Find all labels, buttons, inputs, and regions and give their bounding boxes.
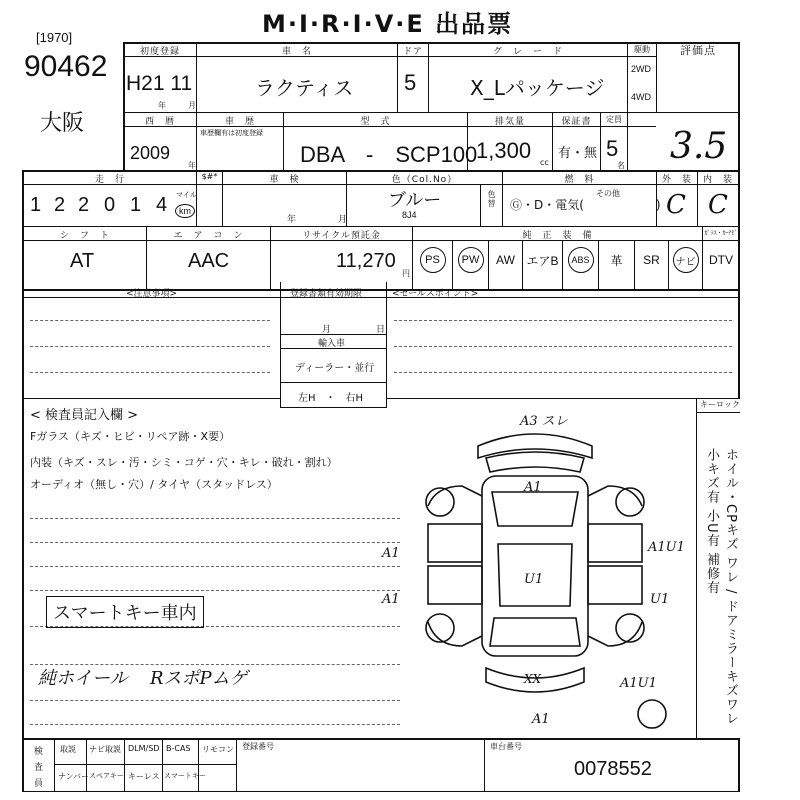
damage-mark: A1U1	[620, 676, 657, 691]
lot-bracket: [1970]	[36, 30, 73, 45]
aircon-value: AAC	[188, 250, 230, 272]
mileage-digit: 2	[54, 194, 66, 216]
footer-plate: ナンバー	[58, 772, 90, 781]
equip-pw: PW	[453, 242, 488, 278]
header-glass-navi: ｶﾞﾗｽ・ｶｰﾅﾋﾞ	[704, 230, 738, 237]
header-displacement: 排気量	[494, 117, 525, 127]
footer-check-label: 査	[34, 763, 44, 773]
glass-note: Fガラス（キズ・ヒビ・リペア跡・X要）	[30, 430, 231, 443]
header-color: 色（Col.No）	[391, 175, 458, 185]
reg-month: 月	[322, 325, 332, 335]
displacement-value: 1,300	[476, 138, 532, 163]
wheel-note: 純ホイール	[38, 668, 128, 689]
header-shift: シ フ ト	[59, 231, 110, 241]
equip-airbag: エアB	[526, 253, 559, 268]
exterior-grade: C	[666, 190, 686, 220]
capacity-value: 5	[606, 136, 619, 161]
year-unit: 年	[188, 161, 196, 170]
mileage-digit: 1	[130, 194, 142, 216]
damage-mark: A1	[524, 480, 542, 495]
year-value: 2009	[130, 143, 171, 163]
footer-check-label: 検	[34, 747, 44, 757]
color-value: ブルー	[388, 190, 442, 211]
header-recycle: リサイクル預託金	[302, 231, 381, 241]
footer-check-label: 員	[34, 779, 44, 789]
interior-note: 内装（キズ・スレ・汚・シミ・コゲ・穴・キレ・破れ・割れ）	[30, 456, 338, 469]
first-reg-month-unit: 月	[188, 101, 196, 110]
audio-tire-note: オーディオ（無し・穴）/ タイヤ（スタッドレス）	[30, 478, 278, 491]
header-fuel: 燃 料	[564, 175, 595, 185]
footer-smart-key: スマートキー	[164, 772, 206, 780]
equip-dtv: DTV	[709, 253, 733, 267]
inspection-year: 年	[287, 215, 297, 225]
mileage-digit: 1	[30, 194, 42, 216]
damage-mark: A1	[532, 712, 550, 727]
footer-navi-manual: ナビ取説	[89, 745, 121, 754]
header-aircon: エ ア コ ン	[173, 231, 244, 241]
drive-2wd: 2WD	[631, 64, 651, 74]
footer-chassis-label: 車台番号	[490, 742, 522, 751]
side-damage-notes: ホイル・CPキズ ワレ / ドアミラーキズワレ 小キズ有 小U有 補修有	[704, 448, 738, 726]
color-code: 8J4	[402, 210, 417, 220]
header-first-reg: 初度登録	[139, 47, 180, 57]
steering-option: 左H ・ 右H	[298, 393, 364, 404]
lot-number: 90462	[24, 50, 108, 83]
header-doors: ドア	[403, 47, 423, 57]
header-mileage: 走 行	[94, 175, 125, 185]
fuel-other-label: その他	[596, 189, 620, 198]
header-car-name: 車 名	[281, 47, 312, 57]
import-header: 輸入車	[318, 339, 346, 349]
damage-mark: XX	[524, 672, 542, 686]
inspector-header: < 検査員記入欄 >	[30, 408, 139, 423]
header-history: 車 歴	[224, 117, 255, 127]
damage-mark: A1U1	[648, 540, 685, 555]
mileage-unit-alt: マイル	[176, 191, 197, 199]
header-model: 型 式	[360, 117, 391, 127]
footer-reg-number-label: 登録番号	[242, 742, 274, 751]
location: 大阪	[40, 111, 85, 136]
damage-mark: U1	[650, 592, 670, 607]
equip-abs: ABS	[563, 242, 598, 278]
form-title: M·I·R·I·V·E 出品票	[262, 10, 514, 38]
key-lock-label: キーロック	[700, 400, 740, 409]
header-exterior: 外 装	[661, 175, 692, 185]
first-reg-year-unit: 年	[158, 101, 166, 110]
header-warranty: 保証書	[561, 117, 592, 127]
damage-mark: A3 スレ	[520, 414, 568, 429]
fuel-value: Ⓖ・D・電気( )	[510, 198, 661, 212]
color-change-label: 色替	[487, 190, 496, 208]
chassis-number: 0078552	[574, 758, 652, 780]
mileage-digit: 2	[78, 194, 90, 216]
header-capacity: 定員	[606, 115, 622, 124]
equip-navi: ナビ	[669, 242, 702, 278]
header-year: 西 暦	[144, 117, 175, 127]
mileage-digit: 4	[156, 194, 168, 216]
header-grade: グ レ ー ド	[492, 47, 563, 57]
damage-mark: U1	[524, 572, 544, 587]
car-name-value: ラクティス	[255, 76, 354, 100]
interior-grade: C	[708, 190, 728, 220]
equip-aw: AW	[496, 253, 515, 267]
damage-mark: A1	[382, 592, 400, 607]
score-value: 3.5	[670, 126, 728, 167]
footer-bcas: B-CAS	[166, 744, 191, 753]
reg-day: 日	[376, 325, 386, 335]
history-note: 車歴欄有は初度登録	[200, 129, 263, 137]
footer-remote: リモコン	[202, 745, 234, 754]
notes-header: <注意事項>	[126, 289, 178, 299]
sales-header: <セールスポイント>	[392, 289, 479, 299]
grade-value: X_Lパッケージ	[470, 76, 605, 100]
header-mileage-flag: $#*	[201, 172, 218, 181]
inspection-month: 月	[338, 215, 348, 225]
drive-4wd: 4WD	[631, 92, 651, 102]
footer-keyless: キーレス	[128, 772, 160, 781]
footer-dlm-sd: DLM/SD	[128, 744, 160, 753]
warranty-value: 有・無	[558, 146, 598, 161]
header-interior: 内 装	[702, 175, 733, 185]
displacement-unit: cc	[540, 158, 549, 167]
spoiler-note: RスポPムゲ	[150, 668, 248, 689]
footer-manual: 取説	[60, 745, 76, 754]
footer-spare-key: スペアキー	[89, 772, 124, 780]
header-drive: 駆動	[634, 45, 650, 54]
shift-value: AT	[70, 250, 95, 272]
dealer-option: ディーラー・並行	[295, 363, 375, 374]
mileage-unit: km	[175, 204, 195, 218]
equip-ps: PS	[413, 242, 452, 278]
equip-sunroof: SR	[643, 253, 660, 267]
first-reg-value: H21 11	[126, 72, 193, 95]
doors-value: 5	[404, 70, 417, 95]
equip-leather: 革	[610, 253, 623, 268]
model-value: DBA - SCP100	[300, 142, 478, 167]
capacity-unit: 名	[617, 161, 625, 170]
mileage-digit: 0	[104, 194, 116, 216]
header-score: 評価点	[680, 44, 716, 57]
recycle-unit: 円	[402, 269, 410, 278]
damage-mark: A1	[382, 546, 400, 561]
header-equipment: 純 正 装 備	[522, 231, 593, 241]
recycle-value: 11,270	[336, 250, 396, 272]
header-inspection: 車 検	[269, 175, 300, 185]
reg-docs-header: 登録書類有効期限	[290, 289, 363, 299]
smart-key-note: スマートキー車内	[46, 596, 204, 628]
